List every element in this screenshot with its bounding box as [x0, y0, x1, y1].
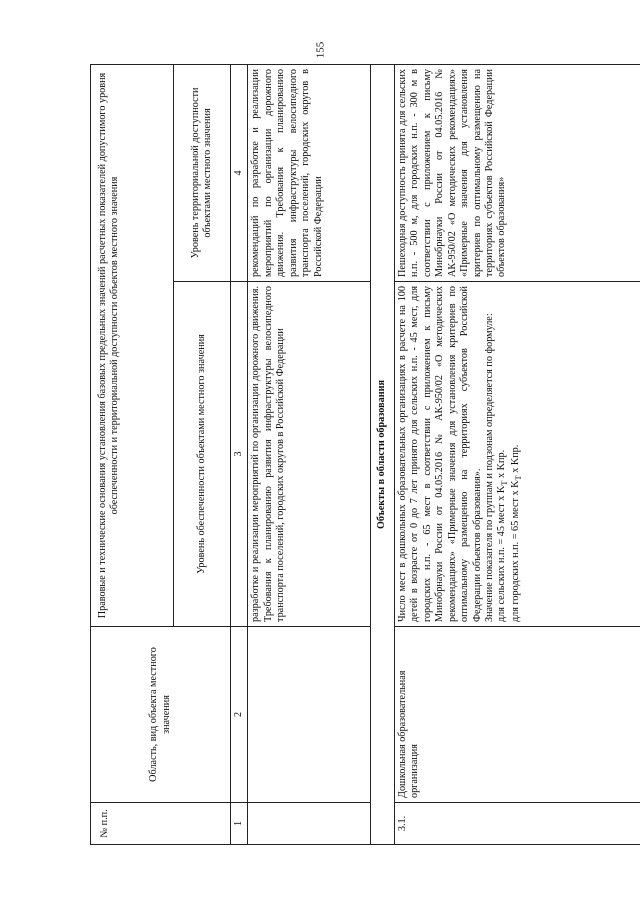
formula-urban — [510, 286, 523, 622]
header-accessibility: Уровень территориальной доступности объектами местного значения — [174, 65, 231, 282]
header-num: № п.п. — [91, 803, 231, 845]
formula-rural-text: для сельских н.п. = 45 мест x K — [496, 485, 508, 622]
standards-table — [90, 64, 640, 845]
formula-urban-tail: x Kпр. — [509, 444, 521, 476]
table-row — [394, 65, 640, 845]
row-area: Дошкольная образовательная организация — [394, 627, 640, 803]
col-number-3: 3 — [231, 282, 248, 627]
provision-main-text: Число мест в дошкольных образовательных организациях в расчете на 100 детей в возрасте от 0 до 7 лет принято для сельских н.п. - 45 мест, для городских н.п. - 65 мест в соответствии с приложением к письму Минобрнауки России от 04.05.2016 № АК-950/02 «О методических рекомендациях» «Примерные значения для установления критериев по оптимальному размещению на территориях субъектов Российской Федерации объектов образования». — [396, 286, 483, 622]
page-number-text: 155 — [314, 41, 326, 59]
col-number-1: 1 — [231, 803, 248, 845]
row-provision — [394, 282, 640, 627]
column-number-row — [231, 65, 248, 845]
provision-formula-intro: Значение показателя по группам и подзонам определяется по формуле: — [483, 313, 495, 622]
continuation-provision: разработке и реализации мероприятий по организации дорожного движения. Требования к планированию развития инфраструктуры велосипедного транспорта поселений, городских округов в Российской Федерации — [248, 282, 371, 627]
col-number-4: 4 — [231, 65, 248, 282]
formula-rural — [496, 286, 509, 622]
row-num: 3.1. — [394, 803, 640, 845]
formula-rural-tail: x Kпр. — [496, 449, 508, 481]
row-accessibility: Пешеходная доступность принята для сельских н.п. - 500 м, для городских н.п. - 300 м в соответствии с приложением к письму Минобрнауки России от 04.05.2016 № АК-950/02 «О методических рекомендациях» «Примерные значения для установления критериев по оптимальному размещению на территориях субъектов Российской Федерации объектов образования» — [394, 65, 640, 282]
rotated-table-container — [90, 65, 626, 845]
continuation-area — [248, 627, 371, 803]
subscript-t: Т — [499, 480, 510, 486]
col-number-2: 2 — [231, 627, 248, 803]
header-area: Область, вид объекта местного значения — [91, 627, 231, 803]
section-title: Объекты в области образования — [371, 65, 394, 845]
subscript-t: Т — [512, 475, 523, 481]
header-justification: Правовые и технические основания установления базовых предельных значений расчетных показателей допустимого уровня обеспеченности и территориальной доступности объектов местного значения — [91, 65, 174, 627]
header-provision: Уровень обеспеченности объектами местного значения — [174, 282, 231, 627]
section-row — [371, 65, 394, 845]
continuation-row — [248, 65, 371, 845]
formula-urban-text: для городских н.п. = 65 мест x K — [509, 480, 521, 622]
continuation-num — [248, 803, 371, 845]
header-row — [91, 65, 174, 845]
continuation-accessibility: рекомендаций по разработке и реализации мероприятий по организации дорожного движения. Требования к планированию развития инфраструктуры велосипедного транспорта поселений, городских округов в Российской Федерации — [248, 65, 371, 282]
